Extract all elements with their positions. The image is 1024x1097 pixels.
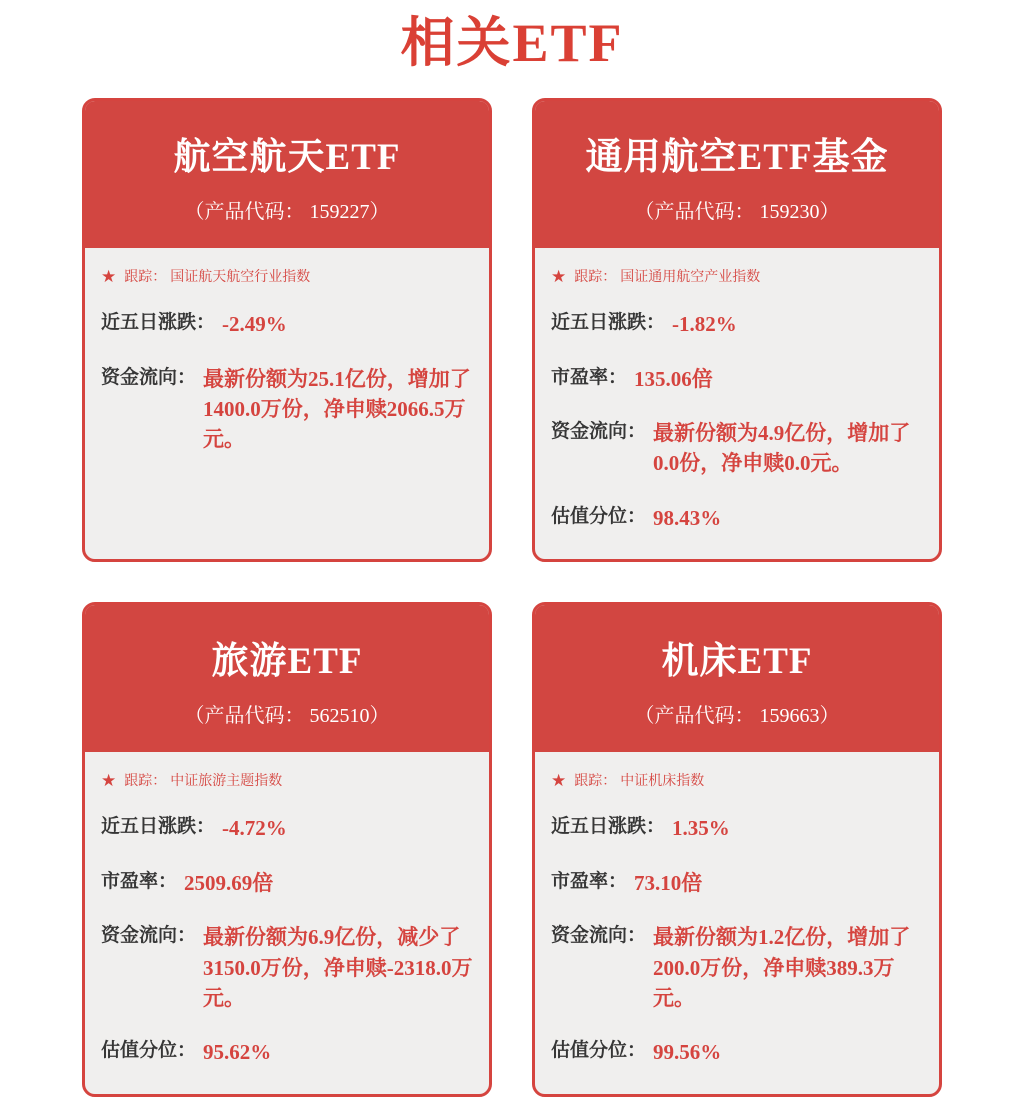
field-label: 近五日涨跌： [551, 312, 666, 334]
field-row-valuation-percentile [551, 503, 923, 533]
field-value: 135.06倍 [634, 366, 713, 391]
field-value: -1.82% [672, 312, 737, 337]
field-label: 资金流向： [551, 925, 647, 947]
tracking-row [101, 772, 473, 789]
field-label: 近五日涨跌： [101, 312, 216, 334]
field-value: 最新份额为6.9亿份，减少了3150.0万份，净申赎-2318.0万元。 [203, 925, 473, 1011]
card-header [535, 101, 939, 248]
field-label: 资金流向： [551, 420, 647, 442]
etf-name: 旅游ETF [211, 641, 363, 683]
field-label: 估值分位： [551, 1040, 647, 1062]
tracking-index-name: 国证航天航空行业指数 [170, 268, 311, 285]
card-body [85, 248, 489, 559]
field-value: 73.10倍 [634, 870, 703, 895]
field-label: 估值分位： [551, 505, 647, 527]
field-label: 市盈率： [101, 870, 178, 892]
tracking-label: 跟踪： [124, 772, 167, 789]
field-value: 99.56% [653, 1040, 722, 1065]
tracking-index-name: 中证旅游主题指数 [170, 772, 283, 789]
etf-cards-grid [82, 98, 942, 1097]
card-body [85, 752, 489, 1094]
field-value: 1.35% [672, 816, 730, 841]
star-icon: ★ [101, 267, 117, 287]
field-value: -4.72% [222, 816, 287, 841]
tracking-row [551, 268, 923, 285]
field-row-five-day-change [101, 813, 473, 843]
card-header [85, 101, 489, 248]
field-row-pe-ratio [551, 868, 923, 898]
tracking-row [551, 772, 923, 789]
etf-product-code: （产品代码： 159663） [634, 705, 840, 728]
etf-name: 通用航空ETF基金 [585, 137, 889, 179]
etf-card-tourism [82, 602, 492, 1097]
field-value: 95.62% [203, 1040, 272, 1065]
field-label: 资金流向： [101, 925, 197, 947]
field-value: 最新份额为25.1亿份，增加了1400.0万份，净申赎2066.5万元。 [203, 366, 471, 452]
field-row-pe-ratio [101, 868, 473, 898]
page-title: 相关ETF [400, 13, 624, 73]
field-row-valuation-percentile [101, 1037, 473, 1067]
field-value: -2.49% [222, 312, 287, 337]
field-label: 估值分位： [101, 1040, 197, 1062]
field-row-five-day-change [551, 309, 923, 339]
etf-product-code: （产品代码： 159230） [634, 201, 840, 224]
field-label: 市盈率： [551, 366, 628, 388]
tracking-label: 跟踪： [124, 268, 167, 285]
card-header [85, 605, 489, 752]
etf-name: 航空航天ETF [173, 137, 401, 179]
etf-card-machine-tool [532, 602, 942, 1097]
tracking-label: 跟踪： [574, 268, 617, 285]
field-label: 市盈率： [551, 870, 628, 892]
etf-card-aerospace [82, 98, 492, 562]
star-icon: ★ [101, 771, 117, 791]
field-row-five-day-change [101, 309, 473, 339]
star-icon: ★ [551, 267, 567, 287]
card-header [535, 605, 939, 752]
tracking-label: 跟踪： [574, 772, 617, 789]
field-value: 最新份额为4.9亿份，增加了0.0份，净申赎0.0元。 [653, 420, 911, 476]
etf-product-code: （产品代码： 562510） [184, 705, 390, 728]
field-row-fund-flow [101, 922, 473, 1013]
field-value: 98.43% [653, 505, 722, 530]
star-icon: ★ [551, 771, 567, 791]
field-row-fund-flow [551, 418, 923, 479]
card-body [535, 248, 939, 559]
tracking-index-name: 国证通用航空产业指数 [620, 268, 761, 285]
field-row-fund-flow [101, 364, 473, 455]
field-value: 最新份额为1.2亿份，增加了200.0万份，净申赎389.3万元。 [653, 925, 911, 1011]
tracking-row [101, 268, 473, 285]
etf-name: 机床ETF [661, 641, 813, 683]
field-row-fund-flow [551, 922, 923, 1013]
field-row-valuation-percentile [551, 1037, 923, 1067]
field-row-five-day-change [551, 813, 923, 843]
etf-card-general-aviation [532, 98, 942, 562]
field-row-pe-ratio [551, 364, 923, 394]
field-label: 近五日涨跌： [101, 816, 216, 838]
field-value: 2509.69倍 [184, 870, 274, 895]
field-label: 资金流向： [101, 366, 197, 388]
card-body [535, 752, 939, 1094]
tracking-index-name: 中证机床指数 [620, 772, 705, 789]
etf-product-code: （产品代码： 159227） [184, 201, 390, 224]
field-label: 近五日涨跌： [551, 816, 666, 838]
